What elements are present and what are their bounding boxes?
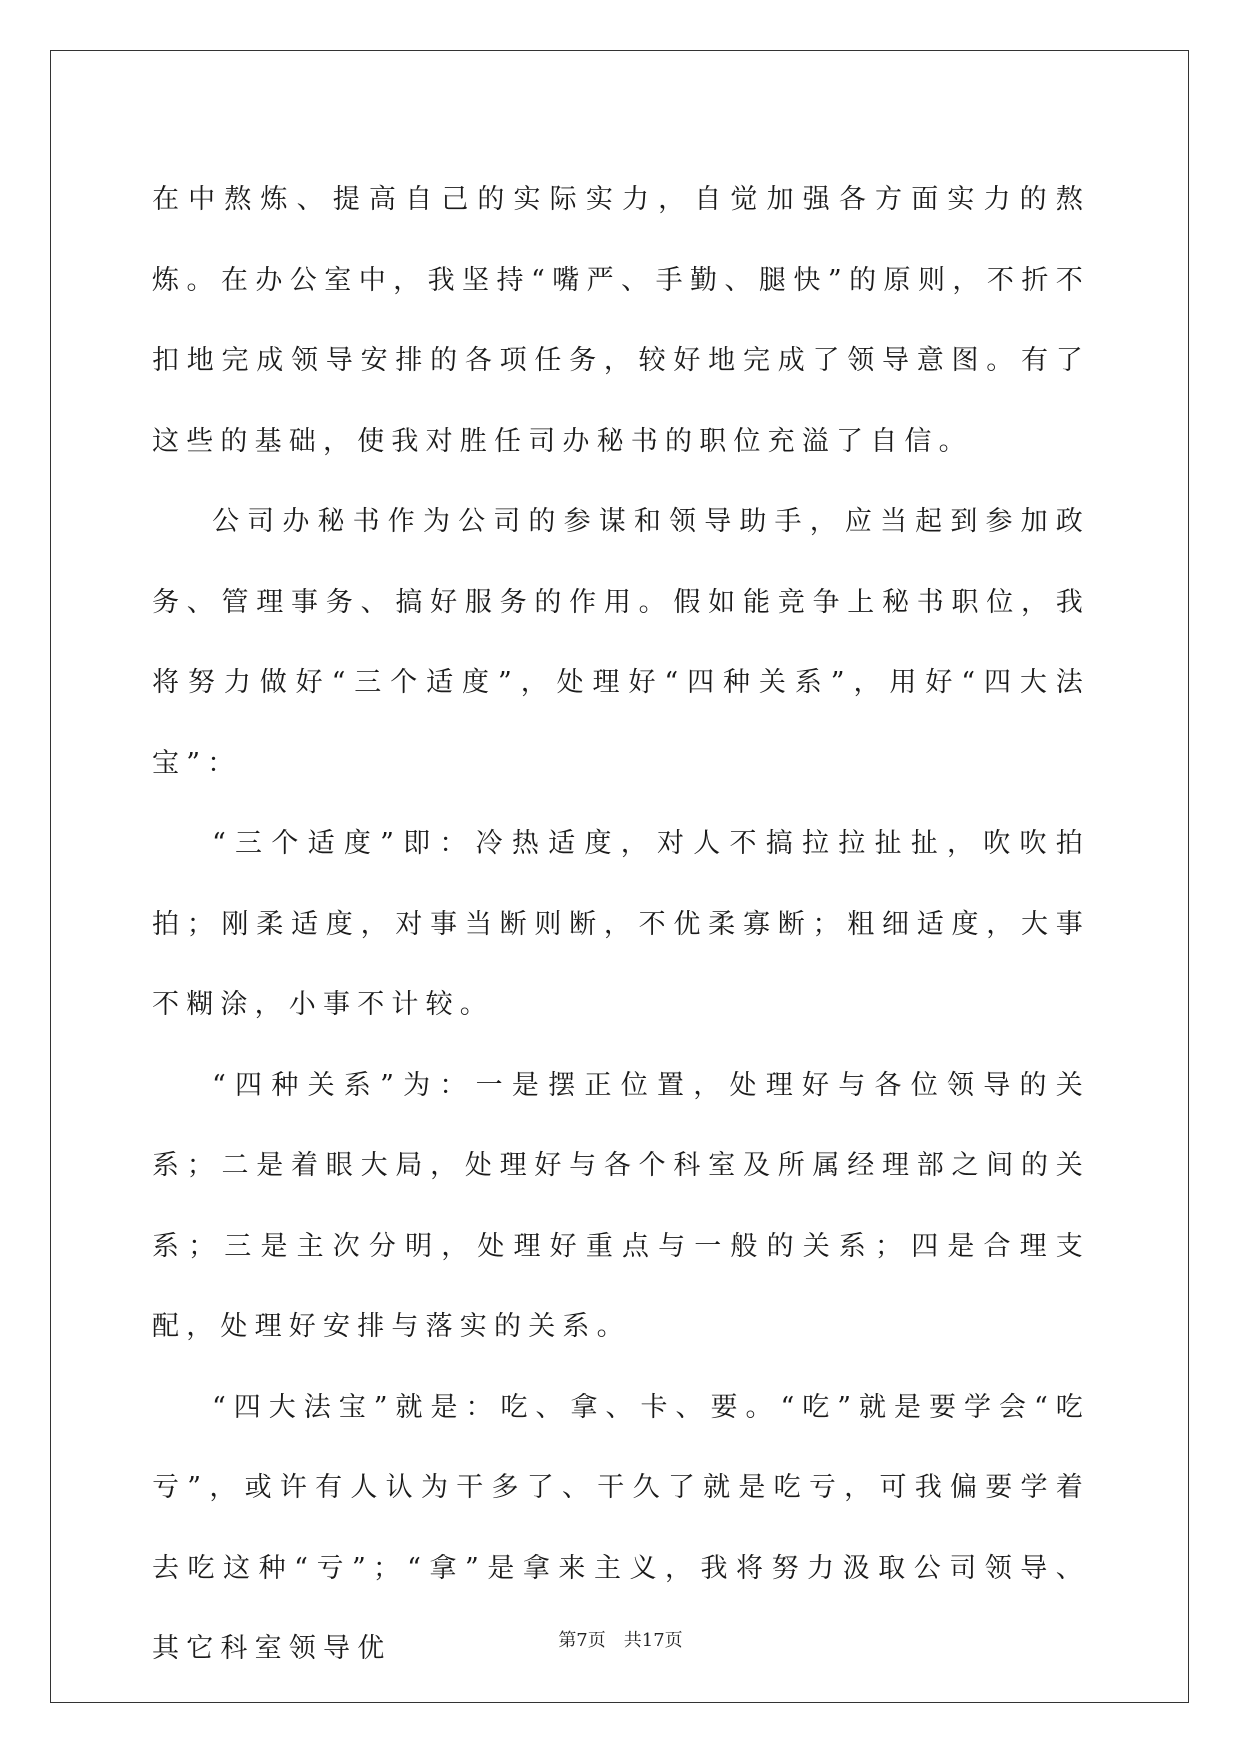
paragraph-4: “四种关系”为：一是摆正位置，处理好与各位领导的关系；二是着眼大局，处理好与各个科室及所属经理部之间的关系；三是主次分明，处理好重点与一般的关系；四是合理支配，处理好安排与落实的关系。 — [152, 1069, 1090, 1342]
paragraph-1: 在中熬炼、提高自己的实际实力，自觉加强各方面实力的熬炼。在办公室中，我坚持“嘴严、手勤、腿快”的原则，不折不扣地完成领导安排的各项任务，较好地完成了领导意图。有了这些的基础，使我对胜任司办秘书的职位充溢了自信。 — [152, 184, 1090, 457]
paragraph-5: “四大法宝”就是：吃、拿、卡、要。“吃”就是要学会“吃亏”，或许有人认为干多了、干久了就是吃亏，可我偏要学着去吃这种“亏”；“拿”是拿来主义，我将努力汲取公司领导、其它科室领导优 — [152, 1391, 1090, 1664]
paragraph-3: “三个适度”即：冷热适度，对人不搞拉拉扯扯，吹吹拍拍；刚柔适度，对事当断则断，不优柔寡断；粗细适度，大事不糊涂，小事不计较。 — [152, 828, 1090, 1020]
document-body — [152, 160, 1090, 1690]
page-number-footer: 第7页 共17页 — [558, 1630, 683, 1651]
paragraph-2: 公司办秘书作为公司的参谋和领导助手，应当起到参加政务、管理事务、搞好服务的作用。假如能竞争上秘书职位，我将努力做好“三个适度”，处理好“四种关系”，用好“四大法宝”： — [152, 506, 1090, 779]
